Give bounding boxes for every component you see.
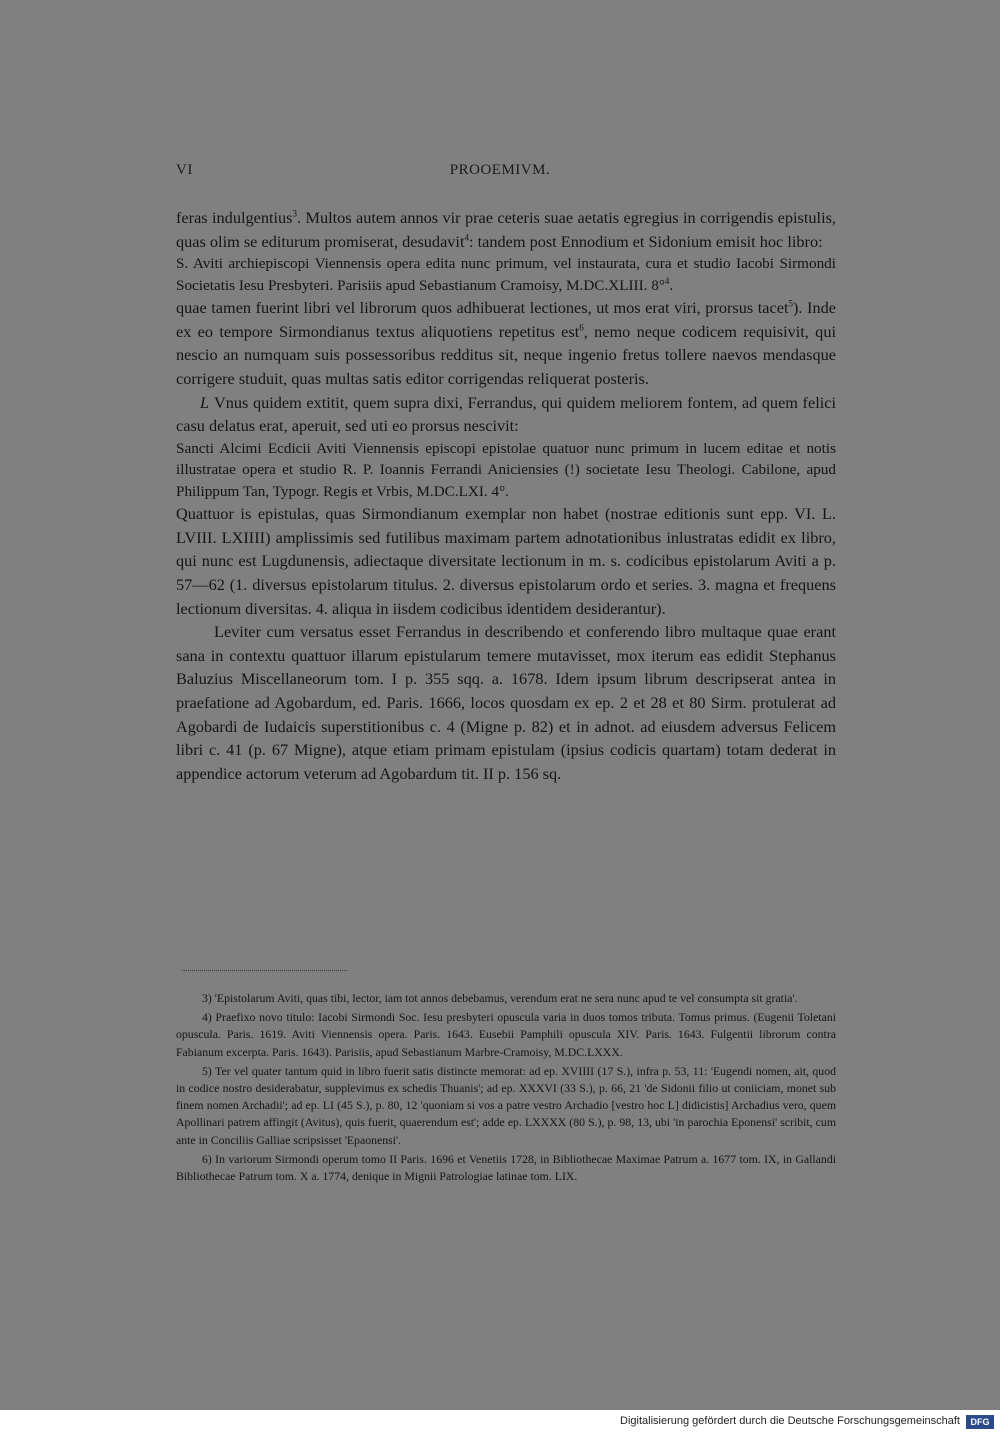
page-number: VI xyxy=(176,162,193,178)
margin-siglum: L xyxy=(200,392,210,412)
running-title: PROOEMIVM. xyxy=(449,162,551,178)
footnote-ref: 4 xyxy=(664,275,670,286)
citation-ferrand: Sancti Alcimi Ecdicii Aviti Viennensis episcopi epistolae quatuor nunc primum in lucem editae et notis illustratae opera et studio R. P. Ioannis Ferrandi Aniciensies (!) societate Iesu Theologi. Cabilone, apud Philippum Tan, Typogr. Regis et Vrbis, M.DC.LXI. 4°. xyxy=(176,439,836,500)
citation-sirmond: S. Aviti archiepiscopi Viennensis opera edita nunc primum, vel instaurata, cura et studio Iacobi Sirmondi Societatis Iesu Presbyteri. Parisiis apud Sebastianum Cramoisy, M.DC.XLIII. 8°$^4$. xyxy=(176,255,836,294)
paragraph-3: L Vnus quidem extitit, quem supra dixi, Ferrandus, qui quidem meliorem fontem, ad quem felici casu delatus erat, aperuit, sed uti eo prorsus nescivit: xyxy=(176,391,836,438)
footnote-ref: 6 xyxy=(579,322,584,333)
footnotes xyxy=(176,990,836,1185)
footnote: 6) In variorum Sirmondi operum tomo II Paris. 1696 et Venetiis 1728, in Bibliothecae Maximae Patrum a. 1677 tom. IX, in Gallandi Bibliothecae Patrum tom. X a. 1774, denique in Mignii Patrologiae latinae tom. LIX. xyxy=(176,1151,836,1184)
main-text xyxy=(176,206,836,785)
footer-bar xyxy=(0,1410,1000,1434)
footnote-divider xyxy=(182,970,347,971)
footnote: 4) Praefixo novo titulo: Iacobi Sirmondi Soc. Iesu presbyteri opuscula varia in duos tomos tributa. Tomus primus. (Eugenii Toletani opuscula. Paris. 1619. Aviti Viennensis opera. Paris. 1643. Eusebii Pamphili opuscula XIV. Paris. 1643. Fulgentii librorum contra Fabianum excerpta. Paris. 1643). Parisiis, apud Sebastianum Marbre-Cramoisy, M.DC.LXXX. xyxy=(176,1010,836,1059)
footnote-ref: 5 xyxy=(788,298,794,309)
footnote-ref: 3 xyxy=(292,208,298,219)
paragraph-1: feras indulgentius$^3$. Multos autem annos vir prae ceteris suae aetatis egregius in corrigendis epistulis, quas olim se editurum promiserat, desudavit$^4$: tandem post Ennodium et Sidonium emisit hoc libro: xyxy=(176,208,837,251)
footnote: 3) 'Epistolarum Aviti, quas tibi, lector, iam tot annos debebamus, verendum erat ne sera nunc apud te vel consumpta sit gratia'. xyxy=(202,991,798,1005)
dfg-logo-icon: DFG xyxy=(966,1415,994,1429)
footnote: 5) Ter vel quater tantum quid in libro fuerit satis distincte memorat: ad ep. XVIIII (17 S.), infra p. 53, 11: 'Eugendi nomen, ait, quod in codice nostro desiderabatur, supplevimus ex schedis Thuanis'; ad ep. XXXVI (33 S.), p. 66, 21 'de Sidonii filio ut coniiciam, monet sub finem nomen Archadii'; ad ep. LI (45 S.), p. 80, 12 'quoniam si vos a patre vestro Archadio [vestro hoc L] didicistis] Archadius vero, quem Apollinari patrem affingit (Avitus), quis fuerit, quaerendum est'; adde ep. LXXXX (80 S.), p. 98, 13, ubi 'in parochia Eponensi' scribit, cum ante in Conciliis Galliae scripsisset 'Epaonensi'. xyxy=(176,1063,836,1147)
footnote-ref: 4 xyxy=(464,232,469,243)
paragraph-5: Leviter cum versatus esset Ferrandus in describendo et conferendo libro multaque quae erant sana in contextu quattuor illarum epistularum temere mutavisset, mox iterum eas edidit Stephanus Baluzius Miscellaneorum tom. I p. 355 sqq. a. 1678. Idem ipsum librum descripserat antea in praefatione ad Agobardum, ed. Paris. 1666, locos quosdam ex ep. 2 et 28 et 80 Sirm. protulerat ad Agobardi de Iudaicis superstitionibus c. 4 (Migne p. 82) et in adnot. ad eiusdem adversus Felicem libri c. 41 (p. 67 Migne), atque etiam primam epistulam (ipsius codicis quartam) totam dederat in appendice actorum veterum ad Agobardum tit. II p. 156 sq. xyxy=(176,622,836,783)
paragraph-4: Quattuor is epistulas, quas Sirmondianum exemplar non habet (nostrae editionis sunt epp. VI. L. LVIII. LXIIII) amplissimis sed futilibus maximam partem adnotationibus inlustratas edidit ex libro, qui nunc est Lugdunensis, adiectaque diversitate lectionum in m. s. codicibus epistolarum Aviti a p. 57—62 (1. diversus epistolarum titulus. 2. diversus epistolarum ordo et series. 3. magna et frequens lectionum diversitas. 4. aliqua in iisdem codicibus identidem desiderantur). xyxy=(176,504,836,618)
paragraph-2: quae tamen fuerint libri vel librorum quos adhibuerat lectiones, ut mos erat viri, prorsus tacet$^5$). Inde ex eo tempore Sirmondianus textus aliquotiens repetitus est$^6$, nemo neque codicem requisivit, qui nescio an numquam suis possessoribus redditus sit, neque ingenio fretus tollere naevos mendasque corrigere studuit, quas multas satis editor corrigendas reliquerat posteris. xyxy=(176,298,836,388)
funding-notice: Digitalisierung gefördert durch die Deutsche Forschungsgemeinschaft xyxy=(620,1415,960,1427)
